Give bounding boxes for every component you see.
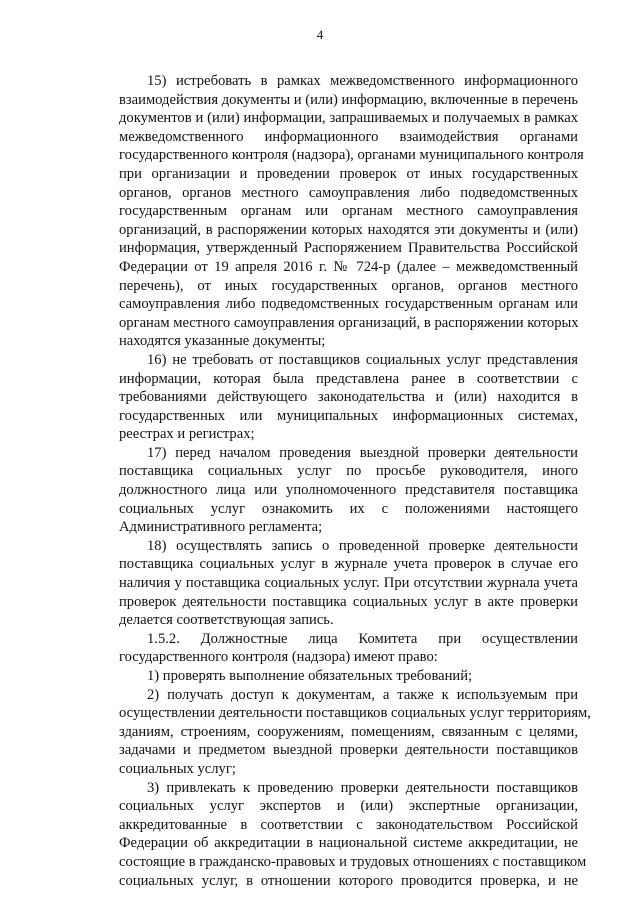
- text-line: социальных услуг, в отношении которого проводится проверка, и не: [119, 872, 578, 889]
- paragraph-item-16: [91, 351, 578, 444]
- text-line: 16) не требовать от поставщиков социальных услуг представления: [147, 351, 578, 368]
- text-line: состоящие в гражданско-правовых и трудовых отношениях с поставщиком: [119, 853, 587, 870]
- text-line: наличия у поставщика социальных услуг. При отсутствии журнала учета: [119, 575, 578, 592]
- text-line: при организации и проведении проверок от иных государственных: [119, 165, 578, 182]
- text-line: перечень), от иных государственных органов, органов местного: [119, 277, 578, 294]
- text-line: социальных услуг экспертов и (или) экспертные организации,: [119, 798, 578, 815]
- text-line: поставщика социальных услуг по просьбе руководителя, иного: [119, 463, 578, 480]
- text-line: информация, утвержденный Распоряжением Правительства Российской: [119, 240, 578, 257]
- text-line: зданиям, строениям, сооружениям, помещениям, связанным с целями,: [119, 723, 578, 740]
- text-line: межведомственного информационного взаимодействия органами: [119, 128, 578, 145]
- text-line: 1.5.2. Должностные лица Комитета при осуществлении: [147, 630, 578, 647]
- text-line: должностного лица или уполномоченного представителя поставщика: [119, 482, 578, 499]
- text-line: делается соответствующая запись.: [119, 612, 334, 629]
- text-line: взаимодействия документы и (или) информацию, включенные в перечень: [119, 91, 578, 108]
- text-line: органам местного самоуправления организаций, в распоряжении которых: [119, 314, 579, 331]
- text-line: органов, органов местного самоуправления либо подведомственных: [119, 184, 578, 201]
- text-line: Административного регламента;: [119, 519, 323, 536]
- text-line: самоуправления либо подведомственных государственным органам или: [119, 296, 578, 313]
- text-line: 3) привлекать к проведению проверки деятельности поставщиков: [147, 779, 578, 796]
- paragraph-item-18: [91, 537, 578, 630]
- text-line: государственным органам или органам местного самоуправления: [119, 203, 578, 220]
- text-line: Федерации от 19 апреля 2016 г. № 724-р (далее – межведомственный: [119, 258, 578, 275]
- paragraph-right-2: [91, 686, 591, 779]
- text-line: документов и (или) информации, запрашиваемых и получаемых в рамках: [119, 110, 578, 127]
- paragraph-right-3: [91, 779, 587, 891]
- paragraph-section-1-5-2: [91, 630, 578, 667]
- text-line: социальных услуг;: [119, 760, 236, 777]
- text-line: организаций, в распоряжении которых находятся эти документы и (или): [119, 221, 578, 238]
- text-line: государственного контроля (надзора) имеют право:: [119, 649, 438, 666]
- text-line: находятся указанные документы;: [119, 333, 326, 350]
- text-line: осуществлении деятельности поставщиков социальных услуг территориям,: [119, 705, 591, 722]
- text-line: реестрах и регистрах;: [119, 426, 255, 443]
- text-line: 15) истребовать в рамках межведомственного информационного: [147, 73, 578, 89]
- document-body: [91, 72, 591, 890]
- text-line: задачами и предметом выездной проверки деятельности поставщиков: [119, 742, 578, 759]
- text-line: аккредитованные в соответствии с законодательством Российской: [119, 816, 578, 833]
- text-line: государственного контроля (надзора), органами муниципального контроля: [119, 147, 584, 164]
- text-line: государственных или муниципальных информационных системах,: [119, 407, 578, 424]
- paragraph-right-1: [91, 667, 578, 686]
- text-line: 17) перед началом проведения выездной проверки деятельности: [147, 444, 578, 461]
- text-line: 2) получать доступ к документам, а также к используемым при: [147, 686, 578, 703]
- text-line: проверок деятельности поставщика социальных услуг в акте проверки: [119, 593, 578, 610]
- text-line: 18) осуществлять запись о проведенной проверке деятельности: [147, 537, 578, 554]
- text-line: социальных услуг ознакомить их с положениями настоящего: [119, 500, 578, 517]
- text-line: Федерации об аккредитации в национальной системе аккредитации, не: [119, 835, 578, 852]
- paragraph-item-15: [91, 72, 584, 351]
- text-line: информации, которая была представлена ранее в соответствии с: [119, 370, 578, 387]
- page-number: 4: [316, 27, 324, 42]
- paragraph-item-17: [91, 444, 578, 537]
- text-line: поставщика социальных услуг в журнале учета проверок в случае его: [119, 556, 578, 573]
- text-line: требованиями действующего законодательства и (или) находится в: [119, 389, 578, 406]
- text-line: 1) проверять выполнение обязательных требований;: [147, 668, 473, 684]
